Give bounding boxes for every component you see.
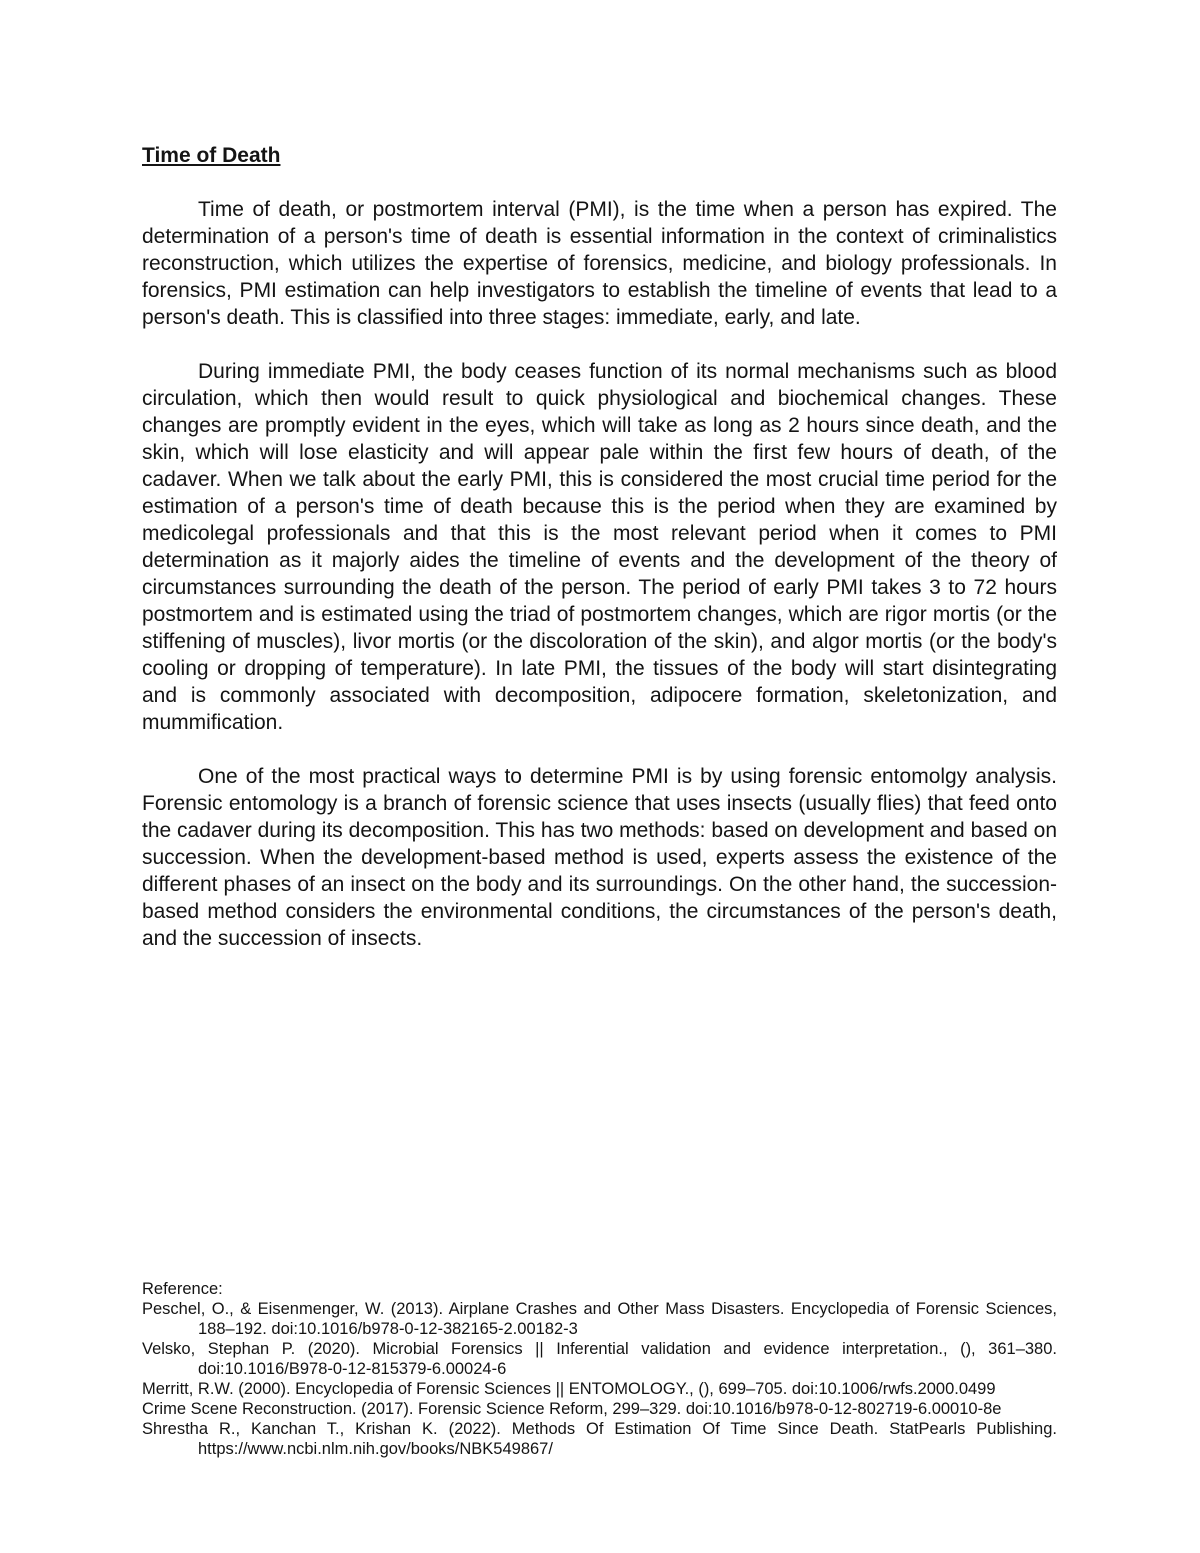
- document-body: [142, 196, 1057, 979]
- paragraph-pmi-stages: During immediate PMI, the body ceases function of its normal mechanisms such as blood circulation, which then would result to quick physiological and biochemical changes. These changes are promptly evident in the eyes, which will take as long as 2 hours since death, and the skin, which will lose elasticity and will appear pale within the first few hours of death, of the cadaver. When we talk about the early PMI, this is considered the most crucial time period for the estimation of a person's time of death because this is the period when they are examined by medicolegal professionals and that this is the most relevant period when it comes to PMI determination as it majorly aides the timeline of events and the development of the theory of circumstances surrounding the death of the person. The period of early PMI takes 3 to 72 hours postmortem and is estimated using the triad of postmortem changes, which are rigor mortis (or the stiffening of muscles), livor mortis (or the discoloration of the skin), and algor mortis (or the body's cooling or dropping of temperature). In late PMI, the tissues of the body will start disintegrating and is commonly associated with decomposition, adipocere formation, skeletonization, and mummification.: [142, 360, 1057, 734]
- reference-item: Merritt, R.W. (2000). Encyclopedia of Forensic Sciences || ENTOMOLOGY., (), 699–705. doi:10.1006/rwfs.2000.0499: [142, 1380, 996, 1398]
- reference-item: Peschel, O., & Eisenmenger, W. (2013). Airplane Crashes and Other Mass Disasters. Encyclopedia of Forensic Sciences, 188–192. doi:10.1016/b978-0-12-382165-2.00182-3: [142, 1300, 1057, 1338]
- paragraph-entomology: One of the most practical ways to determine PMI is by using forensic entomolgy analysis. Forensic entomology is a branch of forensic science that uses insects (usually flies) that feed onto the cadaver during its decomposition. This has two methods: based on development and based on succession. When the development-based method is used, experts assess the existence of the different phases of an insect on the body and its surroundings. On the other hand, the succession-based method considers the environmental conditions, the circumstances of the person's death, and the succession of insects.: [142, 765, 1057, 950]
- reference-heading: Reference:: [142, 1280, 223, 1298]
- reference-item: Crime Scene Reconstruction. (2017). Forensic Science Reform, 299–329. doi:10.1016/b978-0-12-802719-6.00010-8e: [142, 1400, 1002, 1418]
- paragraph-definition: Time of death, or postmortem interval (PMI), is the time when a person has expired. The determination of a person's time of death is essential information in the context of criminalistics reconstruction, which utilizes the expertise of forensics, medicine, and biology professionals. In forensics, PMI estimation can help investigators to establish the timeline of events that lead to a person's death. This is classified into three stages: immediate, early, and late.: [142, 198, 1057, 329]
- reference-item: Shrestha R., Kanchan T., Krishan K. (2022). Methods Of Estimation Of Time Since Death. StatPearls Publishing. https://www.ncbi.nlm.nih.gov/books/NBK549867/: [142, 1420, 1057, 1458]
- reference-list: [142, 1279, 1057, 1459]
- document-title: Time of Death: [142, 144, 281, 167]
- reference-item: Velsko, Stephan P. (2020). Microbial Forensics || Inferential validation and evidence interpretation., (), 361–380. doi:10.1016/B978-0-12-815379-6.00024-6: [142, 1340, 1057, 1378]
- document-page: [142, 0, 1057, 1553]
